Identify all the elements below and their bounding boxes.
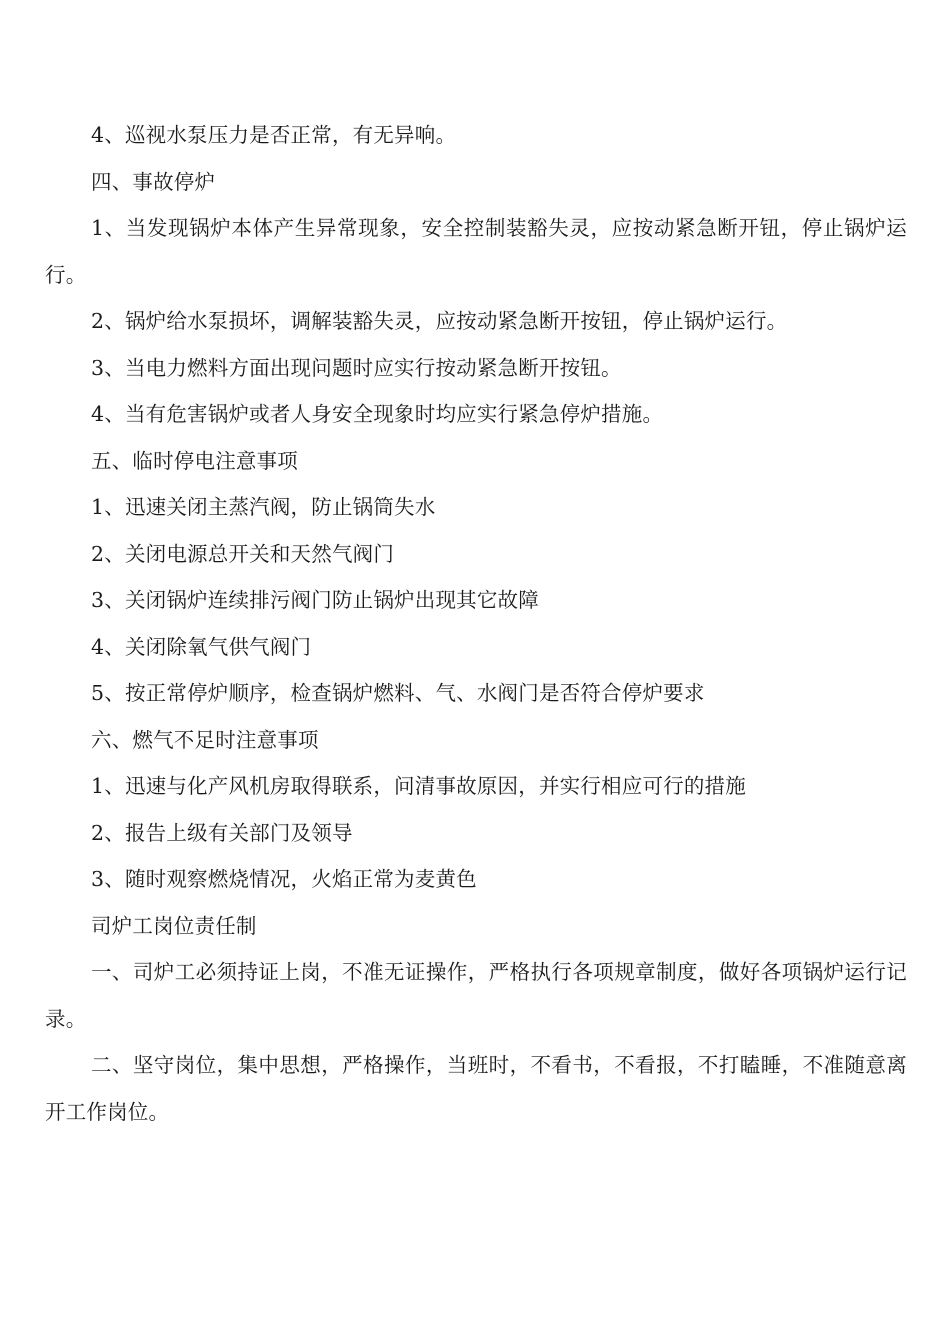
paragraph-outage-5: 5、按正常停炉顺序，检查锅炉燃料、气、水阀门是否符合停炉要求 — [91, 681, 705, 705]
paragraph-responsibility-2: 二、坚守岗位，集中思想，严格操作，当班时，不看书，不看报，不打瞌睡，不准随意离开工作岗位。 — [45, 1053, 907, 1124]
section-heading-emergency-shutdown: 四、事故停炉 — [91, 169, 216, 194]
section-heading-gas-shortage: 六、燃气不足时注意事项 — [91, 727, 319, 752]
paragraph-responsibility-1: 一、司炉工必须持证上岗，不准无证操作，严格执行各项规章制度，做好各项锅炉运行记录。 — [45, 960, 907, 1031]
paragraph-outage-2: 2、关闭电源总开关和天然气阀门 — [91, 541, 395, 566]
section-heading-stoker-responsibility: 司炉工岗位责任制 — [91, 913, 257, 938]
paragraph-outage-4: 4、关闭除氧气供气阀门 — [91, 634, 312, 659]
section-heading-power-outage: 五、临时停电注意事项 — [91, 448, 298, 473]
paragraph-emergency-4: 4、当有危害锅炉或者人身安全现象时均应实行紧急停炉措施。 — [91, 402, 664, 426]
paragraph-gas-3: 3、随时观察燃烧情况，火焰正常为麦黄色 — [91, 867, 477, 891]
paragraph-pump-check: 4、巡视水泵压力是否正常，有无异响。 — [91, 123, 457, 147]
paragraph-emergency-1: 1、当发现锅炉本体产生异常现象，安全控制装豁失灵，应按动紧急断开钮，停止锅炉运行。 — [45, 216, 907, 287]
paragraph-emergency-2: 2、锅炉给水泵损坏，调解装豁失灵，应按动紧急断开按钮，停止锅炉运行。 — [91, 309, 788, 333]
paragraph-outage-3: 3、关闭锅炉连续排污阀门防止锅炉出现其它故障 — [91, 588, 539, 612]
paragraph-outage-1: 1、迅速关闭主蒸汽阀，防止锅筒失水 — [91, 495, 436, 519]
paragraph-gas-1: 1、迅速与化产风机房取得联系，问清事故原因，并实行相应可行的措施 — [91, 774, 746, 798]
document-body — [45, 112, 907, 1135]
paragraph-emergency-3: 3、当电力燃料方面出现问题时应实行按动紧急断开按钮。 — [91, 355, 622, 380]
paragraph-gas-2: 2、报告上级有关部门及领导 — [91, 820, 353, 845]
